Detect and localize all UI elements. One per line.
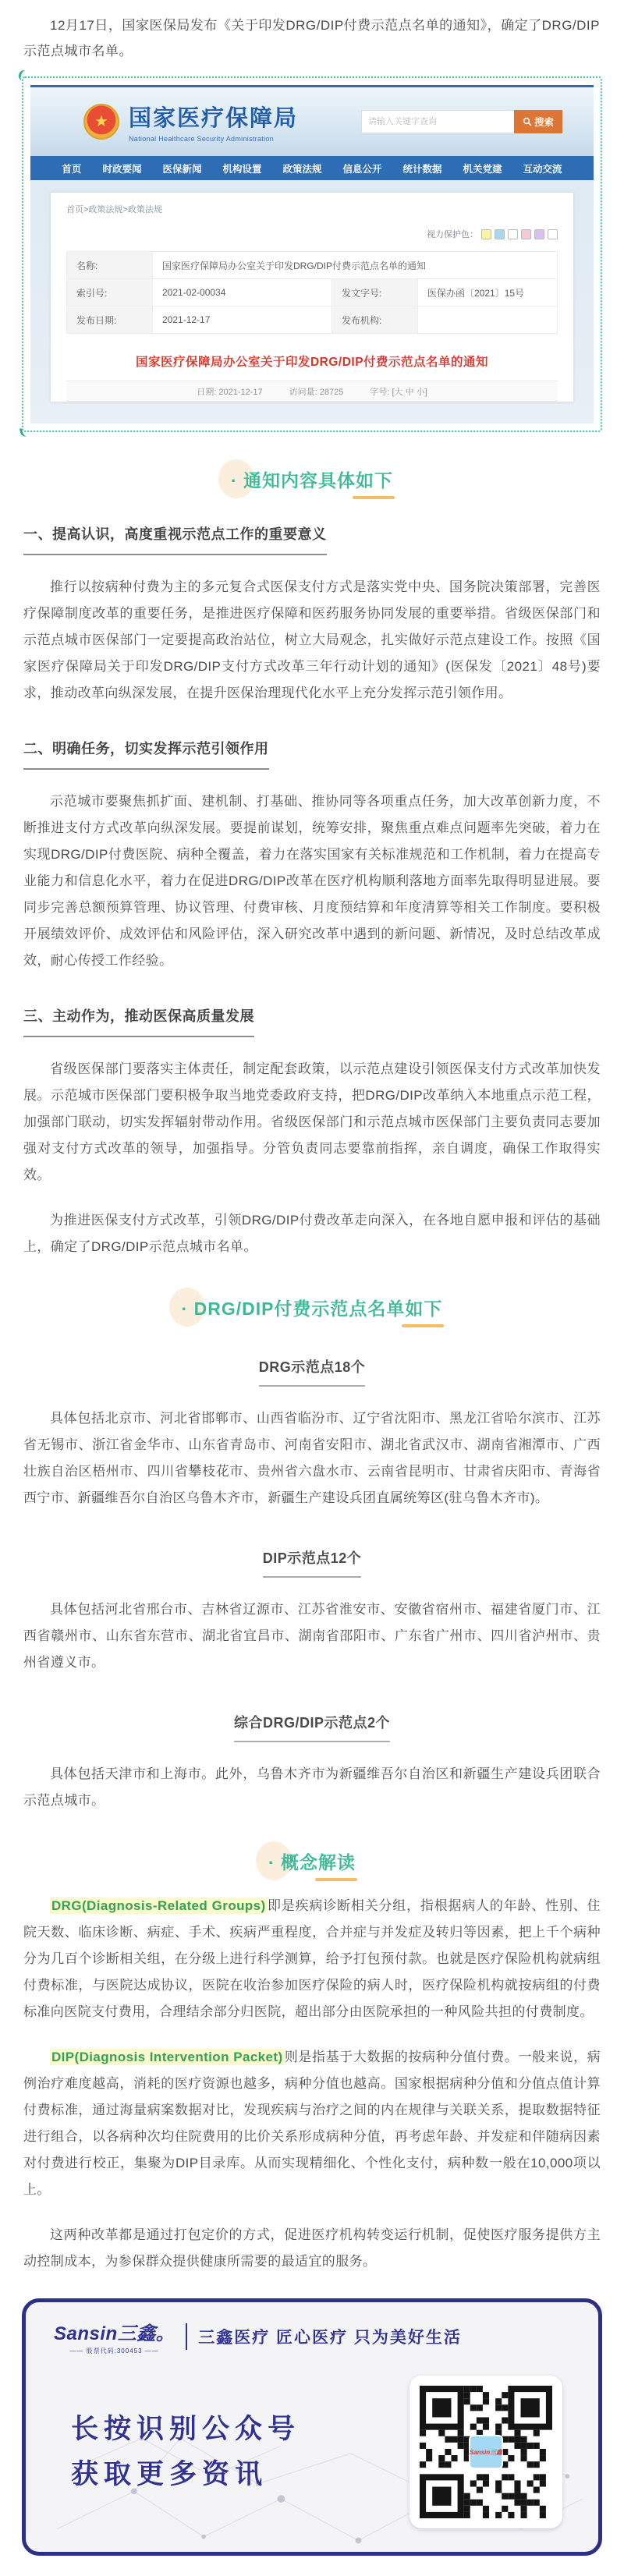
banner-main [26, 2355, 598, 2528]
section-heading-concepts: · 概念解读 [0, 1848, 624, 1874]
intro-paragraph: 12月17日，国家医保局发布《关于印发DRG/DIP付费示范点名单的通知》，确定了DRG/DIP示范点城市名单。 [23, 18, 600, 58]
gov-site-header [30, 87, 594, 156]
search-icon [523, 117, 532, 126]
notice-heading-2: 二、明确任务，切实发挥示范引领作用 [23, 738, 601, 770]
nav-item-disclosure[interactable]: 信息公开 [342, 163, 382, 175]
table-row [67, 306, 558, 334]
meta-views: 访问量: 28725 [289, 387, 344, 397]
group-text-combined: 具体包括天津市和上海市。此外，乌鲁木齐市为新疆维吾尔自治区和新疆生产建设兵团联合示范点城市。 [23, 1766, 601, 1808]
doc-name-label: 名称: [67, 252, 153, 279]
site-title-en: National Healthcare Security Administration [129, 135, 274, 143]
eye-color-swatch-4[interactable] [521, 229, 531, 239]
meta-date: 日期: 2021-12-17 [197, 387, 263, 397]
doc-puborg-value [418, 306, 558, 334]
dip-term-highlight: DIP(Diagnosis Intervention Packet) [51, 2050, 283, 2064]
gov-site-card [30, 85, 594, 423]
group-heading-combined: 综合DRG/DIP示范点2个 [23, 1712, 601, 1742]
eye-color-swatch-3[interactable] [508, 229, 518, 239]
nav-item-policies[interactable]: 政策法规 [282, 163, 322, 175]
list-content [0, 1356, 624, 1814]
eye-protect-label: 视力保护色： [427, 230, 478, 239]
gov-article-title: 国家医疗保障局办公室关于印发DRG/DIP付费示范点名单的通知 [135, 356, 489, 369]
notice-paragraph-1: 推行以按病种付费为主的多元复合式医保支付方式是落实党中央、国务院决策部署，完善医疗保障制度改革的重要任务，是推进医疗保障和医药服务协同发展的重要举措。省级医保部门和示范点城市医保部门一定要提高政治站位，树立大局观念，扎实做好示范点建设工作。按照《国家医疗保障局关于印发DRG/DIP支付方式改革三年行动计划的通知》(医保发〔2021〕48号)要求，推动改革向纵深发展，在提升医保治理现代化水平上充分发挥示范引领作用。 [23, 579, 601, 700]
qr-code[interactable] [410, 2376, 562, 2528]
gov-brand [83, 101, 298, 143]
nav-item-organization[interactable]: 机构设置 [222, 163, 262, 175]
nav-item-party-building[interactable]: 机关党建 [463, 163, 502, 175]
gov-site-screenshot [22, 76, 602, 432]
sansin-logo: Sansin三鑫。 —— 股票代码:300453 —— [54, 2323, 176, 2355]
notice-paragraph-3: 省级医保部门要落实主体责任，制定配套政策，以示范点建设引领医保支付方式改革加快发展。示范城市医保部门要积极争取当地党委政府支持，把DRG/DIP改革纳入本地重点示范工程，加强部门联动，切实发挥辐射带动作用。省级医保部门和示范点城市医保部门主要负责同志要加强对支付方式改革的领导，加强指导。分管负责同志要靠前指挥，亲自调度，确保工作取得实效。 [23, 1061, 601, 1182]
notice-closing-paragraph: 为推进医保支付方式改革，引领DRG/DIP付费改革走向深入，在各地自愿申报和评估的基础上，确定了DRG/DIP示范点城市名单。 [23, 1213, 601, 1254]
divider [186, 2323, 187, 2350]
search-input[interactable] [361, 110, 514, 133]
doc-index-label: 索引号: [67, 279, 153, 306]
nav-item-statistics[interactable]: 统计数据 [402, 163, 442, 175]
doc-puborg-label: 发布机构: [332, 306, 418, 334]
section-heading-list: · DRG/DIP付费示范点名单如下 [0, 1295, 624, 1320]
nav-item-insurance-news[interactable]: 医保新闻 [162, 163, 202, 175]
banner-slogan: 三鑫医疗 匠心医疗 只为美好生活 [198, 2329, 462, 2347]
national-emblem-icon: ★ [83, 104, 119, 140]
notice-heading-1: 一、提高认识，高度重视示范点工作的重要意义 [23, 523, 601, 555]
gov-article-panel [51, 193, 573, 402]
notice-paragraph-2: 示范城市要聚焦抓扩面、建机制、打基础、推协同等各项重点任务，加大改革创新力度，不断推进支付方式改革向纵深发展。要提前谋划，统筹安排，聚焦重点难点问题率先突破，着力在实现DRG/DIP付费医院、病种全覆盖，着力在落实国家有关标准规范和工作机制，着力在提高专业能力和信息化水平，着力在促进DRG/DIP改革在医疗机构顺利落地方面率先取得明显进展。要同步完善总额预算管理、协议管理、付费审核、月度预结算和年度清算等相关工作制度。要积极开展绩效评价、成效评估和风险评估，深入研究改革中遇到的新问题、新情况，及时总结改革成效，耐心传授工作经验。 [23, 794, 601, 968]
doc-index-value: 2021-02-00034 [153, 279, 332, 306]
doc-info-table [66, 251, 558, 334]
group-text-dip: 具体包括河北省邢台市、吉林省辽源市、江苏省淮安市、安徽省宿州市、福建省厦门市、江西省赣州市、山东省东营市、湖北省宜昌市、湖南省邵阳市、广东省广州市、四川省泸州市、贵州省遵义市。 [23, 1602, 601, 1670]
site-search [361, 110, 562, 133]
concepts-content [0, 1893, 624, 2275]
notice-content [0, 523, 624, 1260]
concept-paragraph-dip: DIP(Diagnosis Intervention Packet) 则是指基于大数据的按病种分值付费。一般来说，病例治疗难度越高，消耗的医疗资源也越多，病种分值也越高。国家根据病种分值和分值点值计算付费标准，通过海量病案数据对比，发现疾病与治疗之间的内在规律与关联关系，提取数据特征进行组合，以各病种次均住院费用的比价关系形成病种分值，再考虑年龄、并发症和伴随病因素对付费进行校正，集聚为DIP目录库。从而实现精细化、个性化支付，病种数一般在10,000项以上。 [23, 2050, 601, 2197]
section-heading-notice: · 通知内容具体如下 [0, 466, 624, 492]
nav-item-home[interactable]: 首页 [62, 163, 82, 175]
concepts-closing-paragraph: 这两种改革都是通过打包定价的方式，促进医疗机构转变运行机制，促使医疗服务提供方主动控制成本，为参保群众提供健康所需要的最适宜的服务。 [23, 2227, 601, 2269]
doc-name-value: 国家医疗保障局办公室关于印发DRG/DIP付费示范点名单的通知 [153, 252, 558, 279]
heading-underline [315, 1878, 357, 1881]
eye-color-swatch-1[interactable] [481, 229, 491, 239]
search-button[interactable]: 搜索 [514, 110, 562, 133]
nav-item-interaction[interactable]: 互动交流 [523, 163, 562, 175]
eye-color-swatch-5[interactable] [534, 229, 544, 239]
stock-code: —— 股票代码:300453 —— [69, 2347, 159, 2355]
table-row [67, 252, 558, 279]
group-heading-drg: DRG示范点18个 [23, 1356, 601, 1387]
article-meta-bar [66, 381, 558, 402]
heading-underline [353, 496, 395, 499]
notice-heading-3: 三、主动作为，推动医保高质量发展 [23, 1005, 601, 1037]
doc-number-value: 医保办函〔2021〕15号 [418, 279, 558, 306]
banner-header [26, 2302, 598, 2355]
nav-item-politics-news[interactable]: 时政要闻 [102, 163, 142, 175]
drg-term-highlight: DRG(Diagnosis-Related Groups) [51, 1898, 266, 1913]
eye-color-swatch-6[interactable] [548, 229, 558, 239]
promo-banner [22, 2298, 602, 2556]
table-row [67, 279, 558, 306]
site-title-cn: 国家医疗保障局 [129, 106, 299, 131]
gov-content-area [30, 180, 594, 423]
doc-pubdate-label: 发布日期: [67, 306, 153, 334]
group-text-drg: 具体包括北京市、河北省邯郸市、山西省临汾市、辽宁省沈阳市、黑龙江省哈尔滨市、江苏省无锡市、浙江省金华市、山东省青岛市、河南省安阳市、湖北省武汉市、湖南省湘潭市、广西壮族自治区梧州市、四川省攀枝花市、贵州省六盘水市、云南省昆明市、甘肃省庆阳市、青海省西宁市、新疆维吾尔自治区乌鲁木齐市，新疆生产建设兵团直属统筹区(驻乌鲁木齐市)。 [23, 1411, 601, 1505]
banner-cta-text: 长按识别公众号 获取更多资讯 [71, 2414, 301, 2489]
eye-color-swatch-2[interactable] [495, 229, 505, 239]
heading-underline [402, 1324, 444, 1327]
gov-nav-bar [30, 156, 594, 180]
meta-font-size[interactable]: 字号: [大 中 小] [370, 387, 427, 397]
concept-paragraph-drg: DRG(Diagnosis-Related Groups) 即是疾病诊断相关分组，指根据病人的年龄、性别、住院天数、临床诊断、病症、手术、疾病严重程度，合并症与并发症及转归等因素，把上千个病种分为几百个诊断相关组，在分级上进行科学测算，给予打包预付款。也就是医疗保险机构就病组付费标准，与医院达成协议，医院在收治参加医疗保险的病人时，医疗保险机构就按病组的付费标准向医院支付费用，合理结余部分归医院，超出部分由医院承担的一种风险共担的付费制度。 [23, 1898, 601, 2019]
group-heading-dip: DIP示范点12个 [23, 1547, 601, 1578]
doc-pubdate-value: 2021-12-17 [153, 306, 332, 334]
doc-number-label: 发文字号: [332, 279, 418, 306]
qr-center-logo: Sansin三鑫 [469, 2435, 503, 2469]
breadcrumb[interactable]: 首页>政策法规>政策法规 [66, 205, 162, 214]
